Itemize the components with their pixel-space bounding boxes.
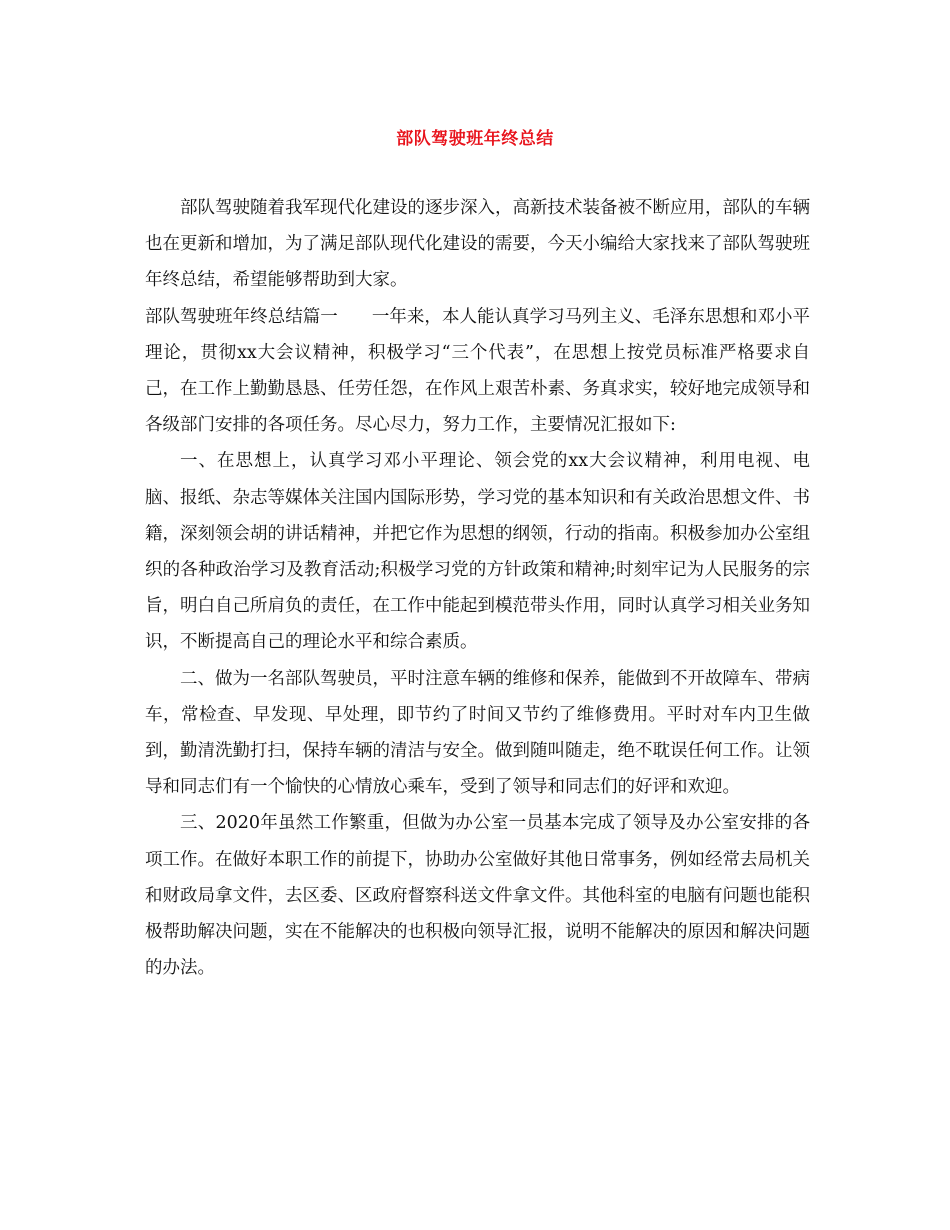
document-title: 部队驾驶班年终总结 <box>396 129 554 149</box>
paragraph-driving: 二、做为一名部队驾驶员，平时注意车辆的维修和保养，能做到不开故障车、带病车，常检查、早发现、早处理，即节约了时间又节约了维修费用。平时对车内卫生做到，勤清洗勤打扫，保持车辆的清洁与安全。做到随叫随走，绝不耽误任何工作。让领导和同志们有一个愉快的心情放心乘车，受到了领导和同志们的好评和欢迎。 <box>145 668 810 798</box>
section-label: 部队驾驶班年终总结篇一 <box>145 306 338 327</box>
intro-paragraph: 部队驾驶随着我军现代化建设的逐步深入，高新技术装备被不断应用，部队的车辆也在更新和增加，为了满足部队现代化建设的需要，今天小编给大家找来了部队驾驶班年终总结，希望能够帮助到大家。 <box>145 198 810 291</box>
paragraph-office-work: 三、2020年虽然工作繁重，但做为办公室一员基本完成了领导及办公室安排的各项工作。在做好本职工作的前提下，协助办公室做好其他日常事务，例如经常去局机关和财政局拿文件，去区委、区政府督察科送文件拿文件。其他科室的电脑有问题也能积极帮助解决问题，实在不能解决的也积极向领导汇报，说明不能解决的原因和解决问题的办法。 <box>145 813 810 979</box>
paragraph-thought: 一、在思想上，认真学习邓小平理论、领会党的xx大会议精神，利用电视、电脑、报纸、杂志等媒体关注国内国际形势，学习党的基本知识和有关政治思想文件、书籍，深刻领会胡的讲话精神，并把它作为思想的纲领，行动的指南。积极参加办公室组织的各种政治学习及教育活动;积极学习党的方针政策和精神;时刻牢记为人民服务的宗旨，明白自己所肩负的责任，在工作中能起到模范带头作用，同时认真学习相关业务知识，不断提高自己的理论水平和综合素质。 <box>145 451 810 653</box>
section-one-paragraph <box>145 299 810 444</box>
document-body <box>145 190 810 986</box>
section-lead-text: 一年来，本人能认真学习马列主义、毛泽东思想和邓小平理论，贯彻xx大会议精神，积极学习“三个代表”，在思想上按党员标准严格要求自己，在工作上勤勤恳恳、任劳任怨，在作风上艰苦朴素、务真求实，较好地完成领导和各级部门安排的各项任务。尽心尽力，努力工作，主要情况汇报如下: <box>145 306 811 436</box>
